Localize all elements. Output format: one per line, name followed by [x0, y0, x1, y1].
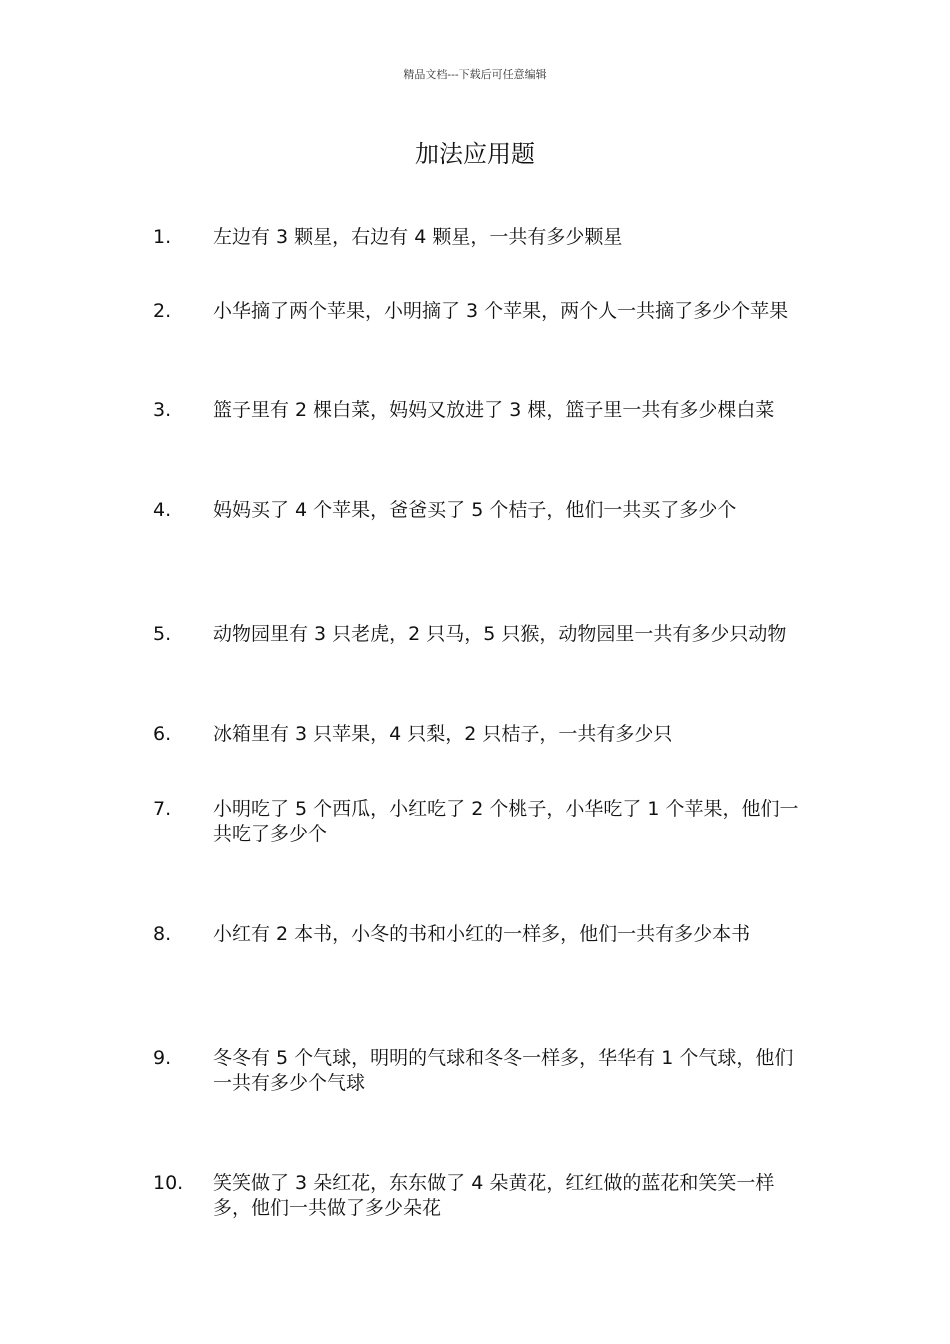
question-3 — [153, 398, 833, 423]
question-number: 3. — [153, 399, 172, 421]
question-text: 小明吃了 5 个西瓜，小红吃了 2 个桃子，小华吃了 1 个苹果，他们一共吃了多少个 — [213, 798, 799, 845]
question-1 — [153, 225, 833, 250]
question-8 — [153, 922, 833, 947]
question-text: 小红有 2 本书，小冬的书和小红的一样多，他们一共有多少本书 — [213, 923, 751, 945]
question-9 — [153, 1046, 833, 1096]
page-title: 加法应用题 — [415, 140, 535, 168]
question-10 — [153, 1171, 833, 1221]
question-number: 1. — [153, 226, 172, 248]
question-number: 6. — [153, 723, 172, 745]
question-text: 篮子里有 2 棵白菜，妈妈又放进了 3 棵，篮子里一共有多少棵白菜 — [213, 399, 775, 421]
question-number: 4. — [153, 499, 172, 521]
question-4 — [153, 498, 833, 523]
question-number: 2. — [153, 300, 172, 322]
header-note: 精品文档---下载后可任意编辑 — [403, 68, 547, 81]
question-text: 冬冬有 5 个气球，明明的气球和冬冬一样多，华华有 1 个气球，他们一共有多少个气球 — [213, 1047, 794, 1094]
question-number: 8. — [153, 923, 172, 945]
question-text: 左边有 3 颗星，右边有 4 颗星，一共有多少颗星 — [213, 226, 623, 248]
question-5 — [153, 622, 833, 647]
question-text: 小华摘了两个苹果，小明摘了 3 个苹果，两个人一共摘了多少个苹果 — [213, 300, 789, 322]
question-7 — [153, 797, 833, 847]
question-text: 妈妈买了 4 个苹果，爸爸买了 5 个桔子，他们一共买了多少个 — [213, 499, 737, 521]
question-number: 9. — [153, 1047, 172, 1069]
question-number: 7. — [153, 798, 172, 820]
question-text: 笑笑做了 3 朵红花，东东做了 4 朵黄花，红红做的蓝花和笑笑一样多，他们一共做了多少朵花 — [213, 1172, 775, 1219]
question-number: 5. — [153, 623, 172, 645]
question-text: 冰箱里有 3 只苹果，4 只梨，2 只桔子，一共有多少只 — [213, 723, 673, 745]
question-text: 动物园里有 3 只老虎，2 只马，5 只猴，动物园里一共有多少只动物 — [213, 623, 787, 645]
question-number: 10. — [153, 1172, 184, 1194]
question-2 — [153, 299, 833, 324]
question-6 — [153, 722, 833, 747]
